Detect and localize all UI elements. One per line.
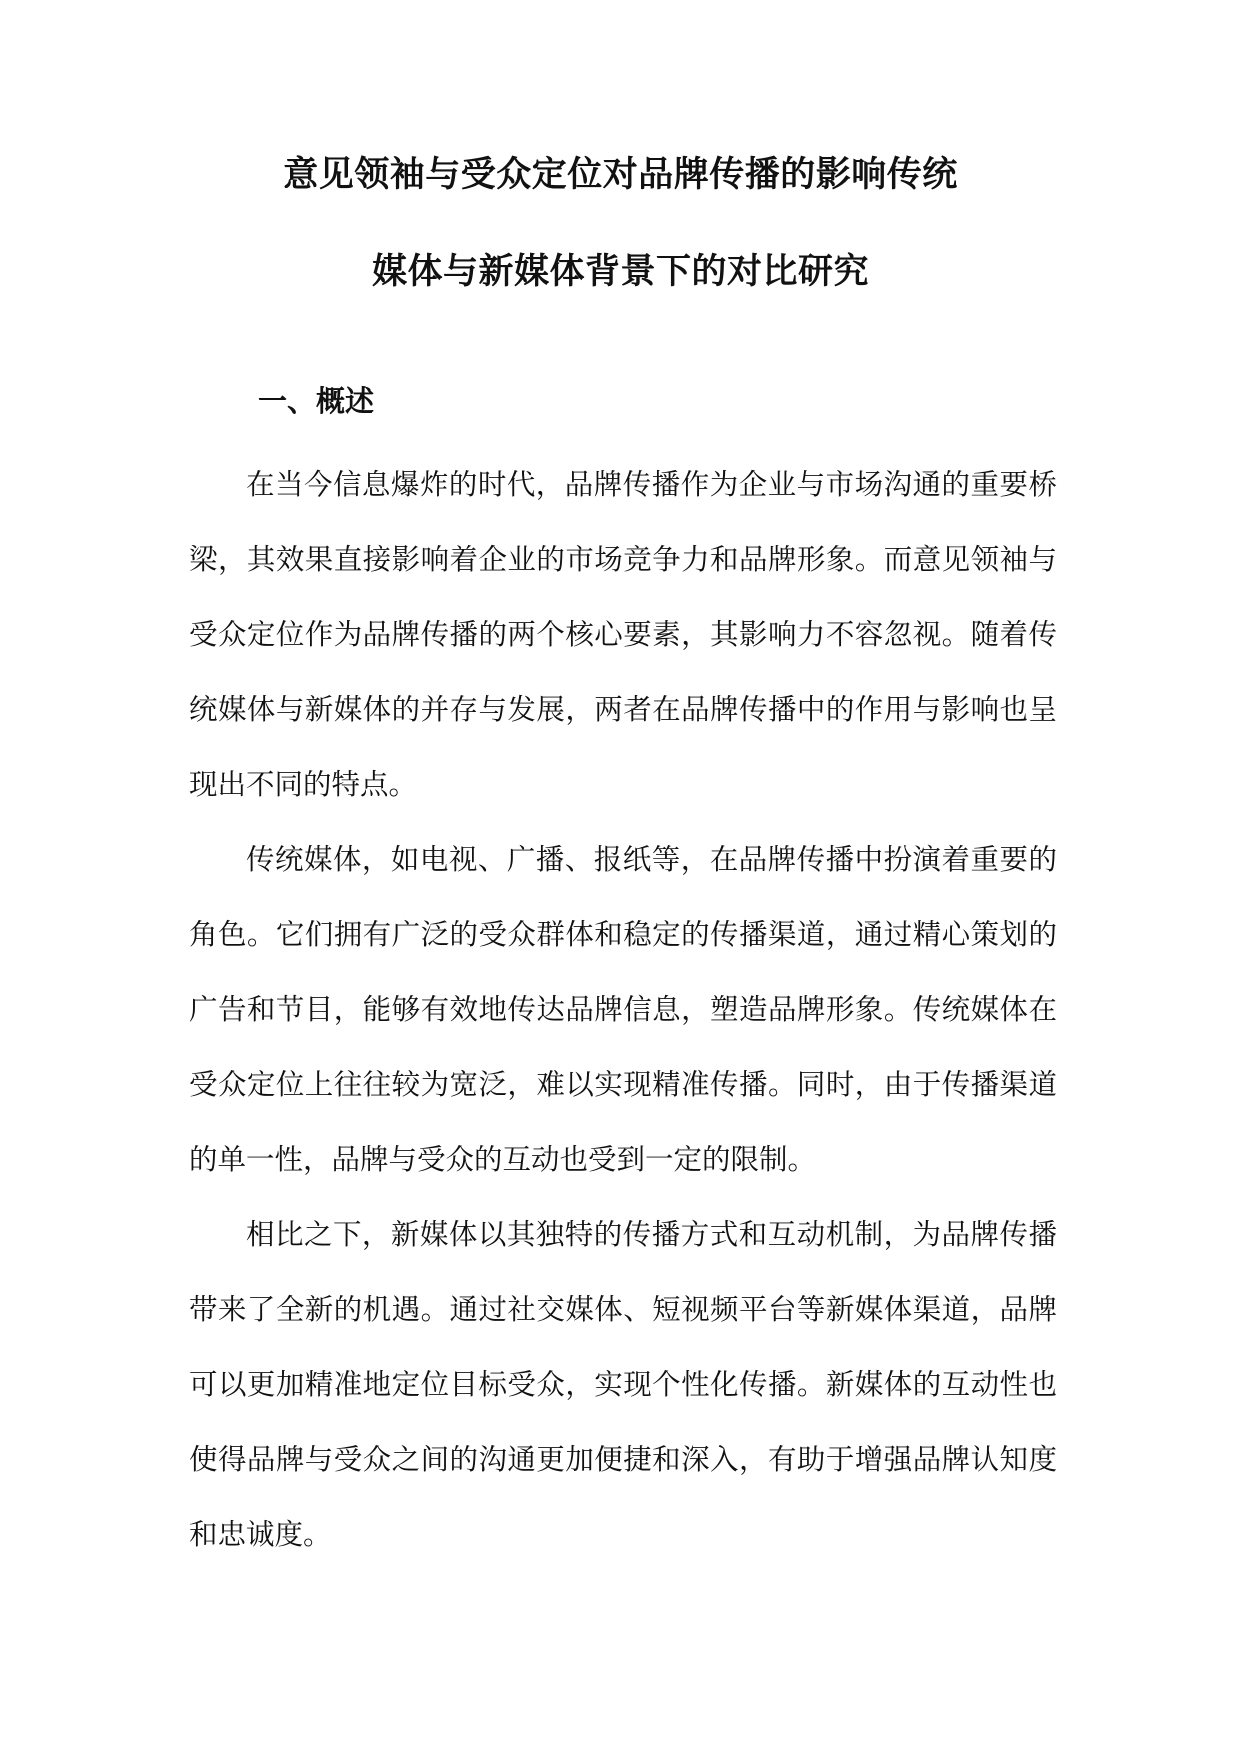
body-paragraph-1: 在当今信息爆炸的时代，品牌传播作为企业与市场沟通的重要桥梁，其效果直接影响着企业的市场竞争力和品牌形象。而意见领袖与受众定位作为品牌传播的两个核心要素，其影响力不容忽视。随着传统媒体与新媒体的并存与发展，两者在品牌传播中的作用与影响也呈现出不同的特点。: [189, 468, 1057, 801]
document-title-line-1: 意见领袖与受众定位对品牌传播的影响传统: [283, 155, 958, 195]
body-paragraph-2: 传统媒体，如电视、广播、报纸等，在品牌传播中扮演着重要的角色。它们拥有广泛的受众群体和稳定的传播渠道，通过精心策划的广告和节目，能够有效地传达品牌信息，塑造品牌形象。传统媒体在受众定位上往往较为宽泛，难以实现精准传播。同时，由于传播渠道的单一性，品牌与受众的互动也受到一定的限制。: [189, 843, 1057, 1176]
section-heading: 一、概述: [258, 384, 375, 418]
body-paragraph-3: 相比之下，新媒体以其独特的传播方式和互动机制，为品牌传播带来了全新的机遇。通过社交媒体、短视频平台等新媒体渠道，品牌可以更加精准地定位目标受众，实现个性化传播。新媒体的互动性也使得品牌与受众之间的沟通更加便捷和深入，有助于增强品牌认知度和忠诚度。: [189, 1218, 1057, 1551]
document-title-line-2: 媒体与新媒体背景下的对比研究: [371, 252, 869, 292]
